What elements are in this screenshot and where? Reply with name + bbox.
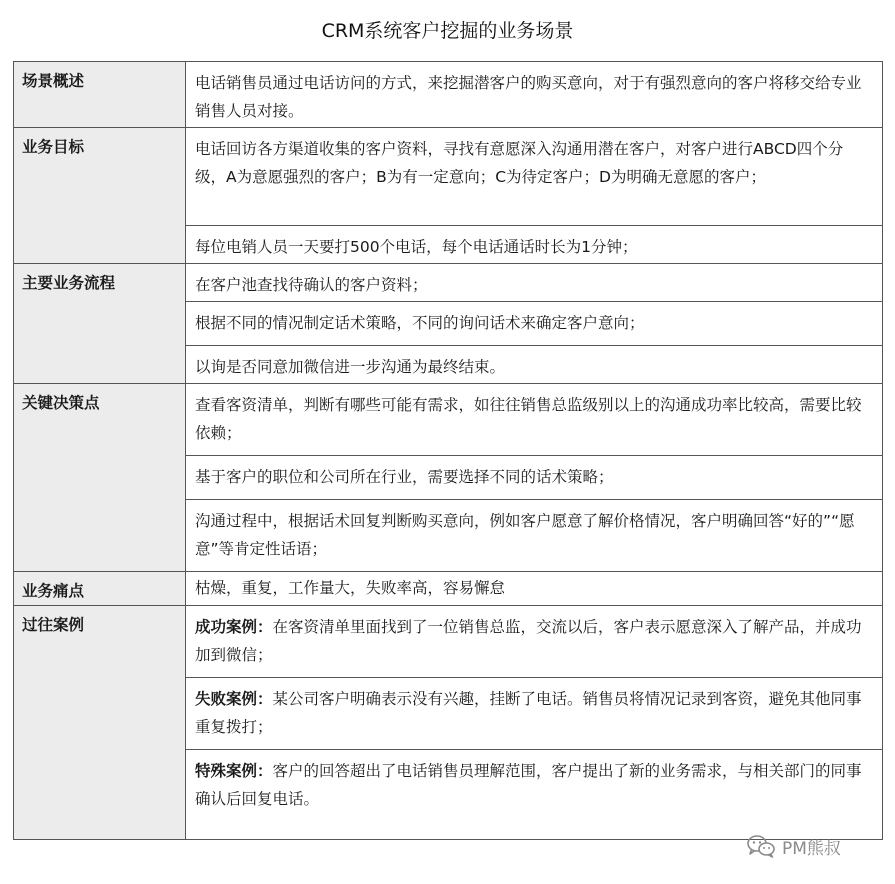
cell-text: 查看客资清单，判断有哪些可能有需求，如往往销售总监级别以上的沟通成功率比较高，需要比较依赖； [195,396,862,442]
section-cell [186,456,883,500]
cell-text: 在客户池查找待确认的客户资料； [195,276,428,294]
section-label: 场景概述 [14,62,186,128]
section-cell [186,750,883,840]
table-row [14,384,883,456]
section-label: 关键决策点 [14,384,186,572]
cell-text: 根据不同的情况制定话术策略，不同的询问话术来确定客户意向； [195,314,645,332]
table-row [14,128,883,226]
table-row [14,62,883,128]
watermark-text: PM熊叔 [782,838,841,859]
watermark [746,832,841,860]
section-cell [186,62,883,128]
document-title: CRM系统客户挖掘的业务场景 [321,20,574,42]
case-type-label: 失败案例： [195,690,273,708]
section-cell [186,606,883,678]
section-cell [186,346,883,384]
section-cell [186,500,883,572]
scenario-table-body [14,62,883,840]
section-cell [186,384,883,456]
section-label: 主要业务流程 [14,264,186,384]
cell-text: 电话销售员通过电话访问的方式，来挖掘潜客户的购买意向，对于有强烈意向的客户将移交给专业销售人员对接。 [195,74,862,120]
section-cell [186,226,883,264]
section-label: 业务目标 [14,128,186,264]
cell-text: 以询是否同意加微信进一步沟通为最终结束。 [195,358,506,376]
section-label: 过往案例 [14,606,186,840]
case-type-label: 成功案例： [195,618,273,636]
case-type-label: 特殊案例： [195,762,273,780]
cell-text: 电话回访各方渠道收集的客户资料，寻找有意愿深入沟通用潜在客户，对客户进行ABCD四个分级，A为意愿强烈的客户；B为有一定意向；C为待定客户；D为明确无意愿的客户； [195,140,844,186]
cell-text: 沟通过程中，根据话术回复判断购买意向，例如客户愿意了解价格情况，客户明确回答“好的”“愿意”等肯定性话语； [195,512,855,558]
cell-text: 基于客户的职位和公司所在行业，需要选择不同的话术策略； [195,468,614,486]
table-row [14,606,883,678]
wechat-icon [746,834,776,858]
cell-text: 某公司客户明确表示没有兴趣，挂断了电话。销售员将情况记录到客资，避免其他同事重复拨打； [195,690,862,736]
scenario-table [13,61,883,840]
cell-text: 客户的回答超出了电话销售员理解范围，客户提出了新的业务需求，与相关部门的同事确认后回复电话。 [195,762,862,808]
section-cell [186,678,883,750]
cell-text: 在客资清单里面找到了一位销售总监，交流以后，客户表示愿意深入了解产品，并成功加到微信； [195,618,862,664]
table-row [14,264,883,302]
section-cell [186,128,883,226]
cell-text: 每位电销人员一天要打500个电话，每个电话通话时长为1分钟； [195,238,638,256]
table-row [14,572,883,606]
section-label: 业务痛点 [14,572,186,606]
section-cell [186,572,883,606]
section-cell [186,264,883,302]
section-cell [186,302,883,346]
cell-text: 枯燥，重复，工作量大，失败率高，容易懈怠 [195,579,506,597]
